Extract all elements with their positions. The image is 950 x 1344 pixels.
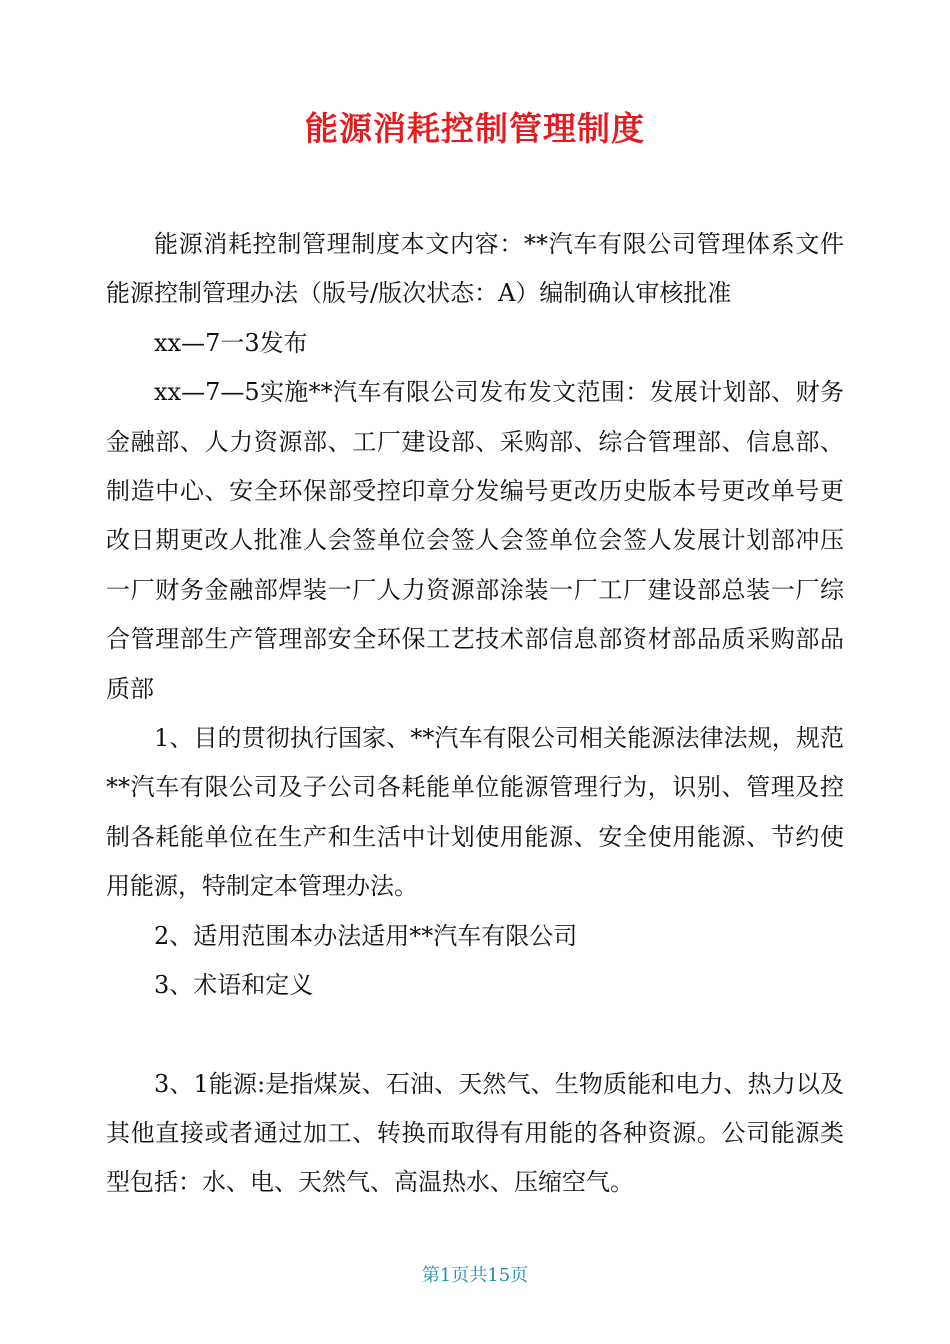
paragraph-distribution: xx—7—5实施**汽车有限公司发布发文范围：发展计划部、财务金融部、人力资源部、工厂建设部、采购部、综合管理部、信息部、制造中心、安全环保部受控印章分发编号更改历史版本号更改单号更改日期更改人批准人会签单位会签人会签单位会签人发展计划部冲压一厂财务金融部焊装一厂人力资源部涂装一厂工厂建设部总装一厂综合管理部生产管理部安全环保工艺技术部信息部资材部品质采购部品质部	[106, 378, 844, 703]
paragraph-intro: 能源消耗控制管理制度本文内容：**汽车有限公司管理体系文件能源控制管理办法（版号/版次状态：A）编制确认审核批准	[106, 230, 844, 308]
paragraph-energy-definition: 3、1能源:是指煤炭、石油、天然气、生物质能和电力、热力以及其他直接或者通过加工、转换而取得有用能的各种资源。公司能源类型包括：水、电、天然气、高温热水、压缩空气。	[106, 1069, 844, 1197]
paragraph-scope: 2、适用范围本办法适用**汽车有限公司	[154, 921, 578, 950]
paragraph-release-date: xx—7一3发布	[154, 328, 308, 357]
paragraph-purpose: 1、目的贯彻执行国家、**汽车有限公司相关能源法律法规，规范**汽车有限公司及子公司各耗能单位能源管理行为，识别、管理及控制各耗能单位在生产和生活中计划使用能源、安全使用能源、节约使用能源，特制定本管理办法。	[106, 724, 844, 901]
paragraph-terms-heading: 3、术语和定义	[154, 971, 314, 1000]
page-number-footer: 第1页共15页	[421, 1265, 529, 1286]
document-title: 能源消耗控制管理制度	[305, 109, 645, 148]
document-body	[106, 220, 844, 1208]
